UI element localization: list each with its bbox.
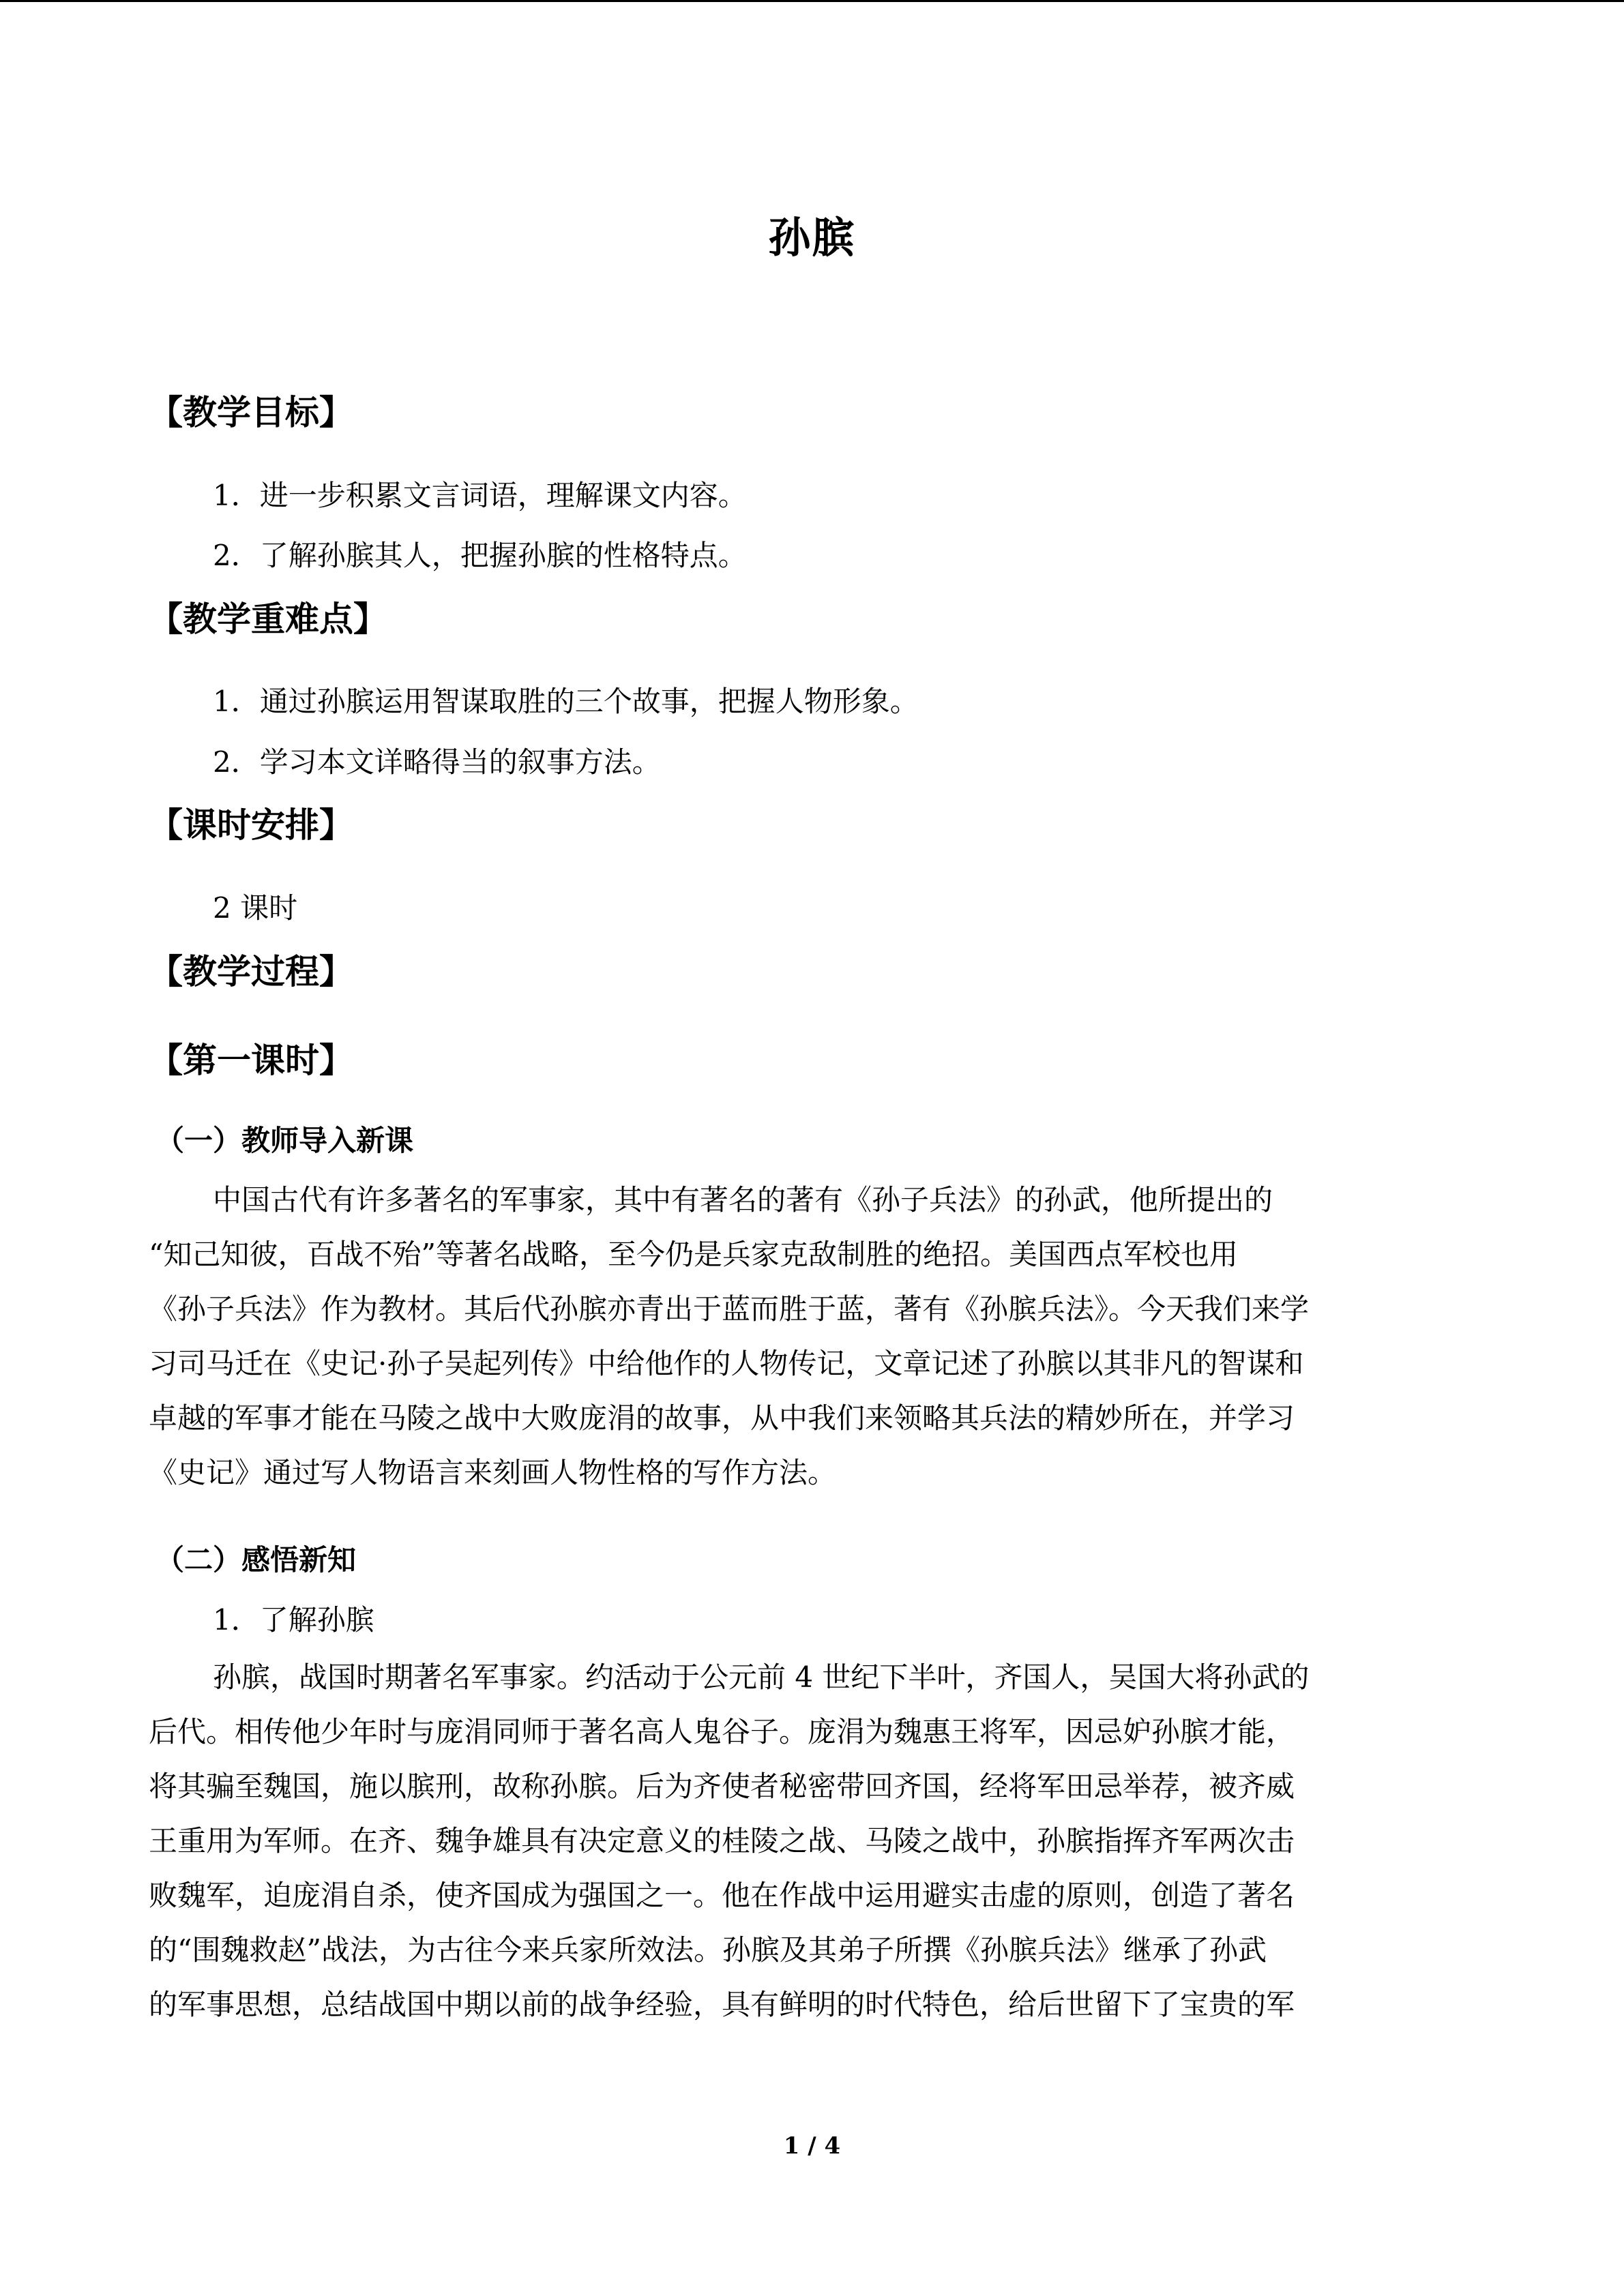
paragraph-line: 卓越的军事才能在马陵之战中大败庞涓的故事，从中我们来领略其兵法的精妙所在，并学习	[149, 1401, 1295, 1435]
document-title: 孙膑	[768, 213, 856, 263]
document-page	[149, 0, 1475, 2296]
paragraph-line: 王重用为军师。在齐、魏争雄具有决定意义的桂陵之战、马陵之战中，孙膑指挥齐军两次击	[149, 1824, 1295, 1858]
objective-item: 2．了解孙膑其人，把握孙膑的性格特点。	[213, 539, 747, 572]
heading-process: 【教学过程】	[149, 952, 353, 992]
schedule-text: 2 课时	[213, 891, 298, 925]
heading-schedule: 【课时安排】	[149, 805, 353, 845]
paragraph-line: 《孙子兵法》作为教材。其后代孙膑亦青出于蓝而胜于蓝，著有《孙膑兵法》。今天我们来学	[149, 1292, 1310, 1326]
part-1-heading: （一）教师导入新课	[156, 1124, 414, 1157]
heading-key-points: 【教学重难点】	[149, 599, 387, 639]
key-point-item: 2．学习本文详略得当的叙事方法。	[213, 745, 661, 779]
paragraph-line: 中国古代有许多著名的军事家，其中有著名的著有《孙子兵法》的孙武，他所提出的	[213, 1183, 1273, 1217]
objective-item: 1．进一步积累文言词语，理解课文内容。	[213, 479, 747, 512]
paragraph-line: 《史记》通过写人物语言来刻画人物性格的写作方法。	[149, 1456, 837, 1489]
paragraph-line: 习司马迁在《史记·孙子吴起列传》中给他作的人物传记，文章记述了孙膑以其非凡的智谋和	[149, 1347, 1304, 1380]
heading-objectives: 【教学目标】	[149, 393, 353, 432]
paragraph-line: 的“围魏救赵”战法，为古往今来兵家所效法。孙膑及其弟子所撰《孙膑兵法》继承了孙武	[149, 1933, 1267, 1967]
paragraph-line: 败魏军，迫庞涓自杀，使齐国成为强国之一。他在作战中运用避实击虚的原则，创造了著名	[149, 1879, 1295, 1912]
paragraph-line: 的军事思想，总结战国中期以前的战争经验，具有鲜明的时代特色，给后世留下了宝贵的军	[149, 1988, 1295, 2021]
paragraph-line: 将其骗至魏国，施以膑刑，故称孙膑。后为齐使者秘密带回齐国，经将军田忌举荐，被齐威	[149, 1770, 1295, 1803]
heading-lesson-1: 【第一课时】	[149, 1041, 353, 1080]
paragraph-line: 后代。相传他少年时与庞涓同师于著名高人鬼谷子。庞涓为魏惠王将军，因忌妒孙膑才能，	[149, 1715, 1295, 1748]
subheading: 1．了解孙膑	[213, 1603, 374, 1637]
part-2-heading: （二）感悟新知	[156, 1543, 357, 1577]
paragraph-line: 孙膑，战国时期著名军事家。约活动于公元前 4 世纪下半叶，齐国人，吴国大将孙武的	[213, 1660, 1310, 1694]
key-point-item: 1．通过孙膑运用智谋取胜的三个故事，把握人物形象。	[213, 685, 919, 718]
paragraph-line: “知己知彼，百战不殆”等著名战略，至今仍是兵家克敌制胜的绝招。美国西点军校也用	[149, 1238, 1238, 1271]
page-number: 1 / 4	[783, 2132, 841, 2160]
